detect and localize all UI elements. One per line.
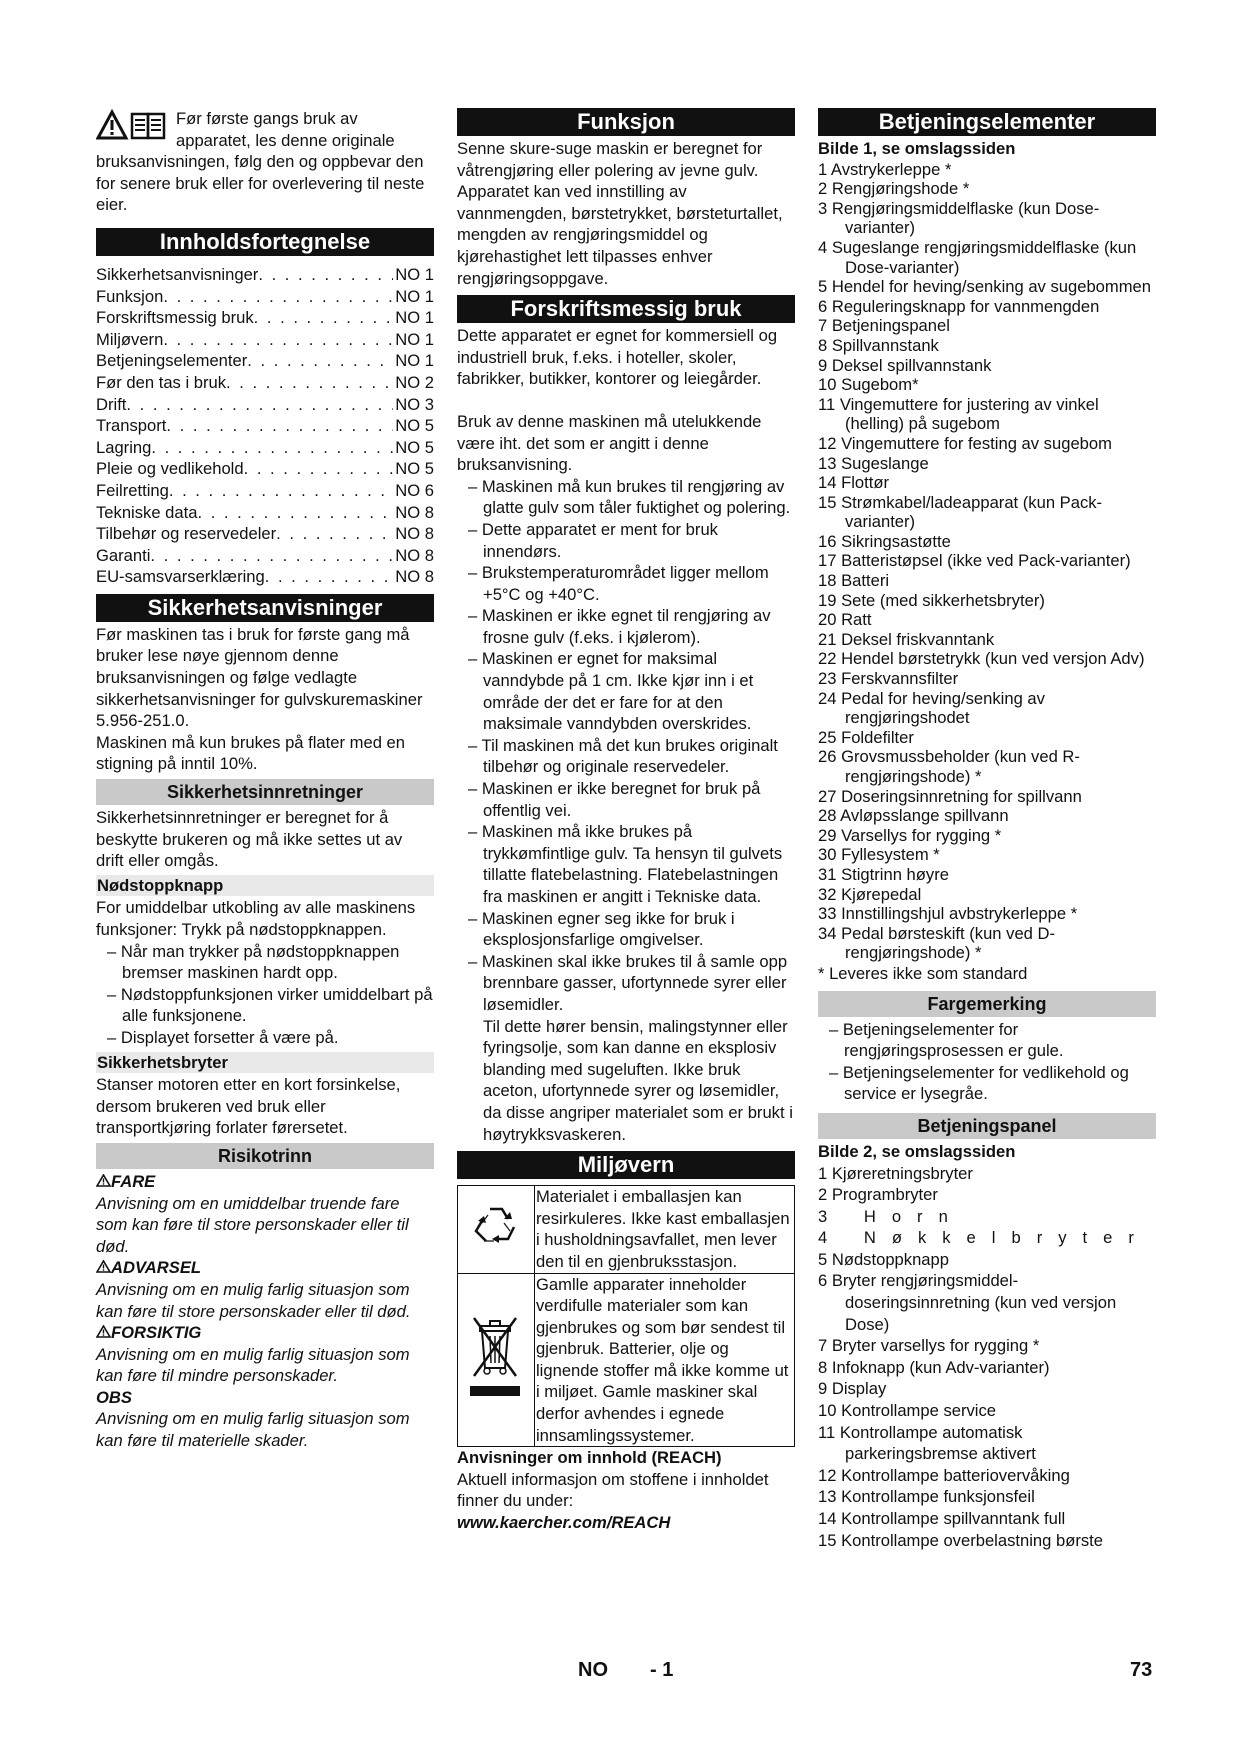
footer-page: - 1 bbox=[650, 1659, 674, 1681]
control-element-item: 14 Flottør bbox=[818, 473, 890, 493]
control-element-item: 28 Avløpsslange spillvann bbox=[818, 806, 1009, 826]
reach-paragraph: Aktuell informasjon om stoffene i innholdet finner du under: bbox=[457, 1469, 769, 1511]
toc-entry-page: NO 8 bbox=[395, 545, 434, 565]
risk-label-row bbox=[96, 1387, 434, 1409]
dash-marker: – bbox=[468, 563, 482, 583]
toc-leader-dots bbox=[197, 502, 393, 524]
toc-leader-dots bbox=[151, 437, 393, 459]
toc-leader-dots bbox=[166, 415, 393, 437]
emergency-stop-text: Displayet forsetter å være på. bbox=[120, 1027, 339, 1047]
panel-element-item: 13 Kontrollampe funksjonsfeil bbox=[818, 1487, 1035, 1507]
recycling-icon-cell bbox=[458, 1186, 535, 1273]
control-element-item: 19 Sete (med sikkerhetsbryter) bbox=[818, 590, 1045, 610]
warning-triangle-icon bbox=[96, 1258, 111, 1277]
controls-list bbox=[818, 160, 1156, 963]
dash-marker: – bbox=[468, 649, 482, 669]
intended-use-text: Maskinen er ikke egnet til rengjøring av frosne gulv (f.eks. i kjølerom). bbox=[481, 606, 771, 647]
control-element-item: 7 Betjeningspanel bbox=[818, 316, 950, 336]
panel-element-item: 7 Bryter varsellys for rygging * bbox=[818, 1336, 1040, 1356]
dash-marker: – bbox=[107, 941, 121, 961]
control-element-item: 33 Innstillingshjul avbstrykerleppe * bbox=[818, 904, 1078, 924]
intended-use-item bbox=[457, 735, 795, 778]
control-element-item: 6 Reguleringsknapp for vannmengden bbox=[818, 296, 1100, 316]
toc-entry-page: NO 1 bbox=[395, 351, 434, 371]
toc-entry-page: NO 1 bbox=[395, 308, 434, 328]
risk-label-row bbox=[96, 1322, 434, 1344]
emergency-stop-list bbox=[96, 941, 434, 1049]
toc-entry-page: NO 1 bbox=[395, 286, 434, 306]
control-element-item: 2 Rengjøringshode * bbox=[818, 179, 970, 199]
panel-element-item: 6 Bryter rengjøringsmiddel-doseringsinnretning (kun ved versjon Dose) bbox=[818, 1271, 1117, 1334]
panel-element-item: 1 Kjøreretningsbryter bbox=[818, 1163, 973, 1183]
toc-entry-page: NO 5 bbox=[395, 416, 434, 436]
intended-use-text: Maskinen må kun brukes til rengjøring av glatte gulv som tåler fuktighet og polering. bbox=[481, 476, 791, 518]
emergency-stop-text: Når man trykker på nødstoppknappen bremser maskinen hardt opp. bbox=[120, 941, 400, 983]
panel-element-item: 12 Kontrollampe batteriovervåking bbox=[818, 1465, 1070, 1485]
intended-use-list bbox=[457, 476, 795, 1016]
toc-row bbox=[96, 480, 434, 502]
warning-triangle-icon bbox=[96, 1172, 111, 1191]
toc-leader-dots bbox=[265, 566, 394, 588]
intro-text: Før første gangs bruk av apparatet, les denne originale bruksanvisningen, følg den og oppbevar den for senere bruk eller for overlevering til neste eier. bbox=[96, 109, 425, 215]
risk-label-row bbox=[96, 1171, 434, 1193]
risk-text: Anvisning om en mulig farlig situasjon som kan føre til mindre personskader. bbox=[96, 1344, 410, 1386]
toc-entry-title: Før den tas i bruk bbox=[96, 372, 227, 392]
intended-use-text: Maskinen egner seg ikke for bruk i eksplosjonsfarlige omgivelser. bbox=[481, 908, 735, 950]
control-element-item: 12 Vingemuttere for festing av sugebom bbox=[818, 433, 1112, 453]
risk-label: OBS bbox=[96, 1387, 132, 1407]
color-coding-heading: Fargemerking bbox=[818, 991, 1156, 1017]
warning-manual-icons bbox=[96, 108, 174, 146]
color-coding-item bbox=[818, 1062, 1156, 1105]
standard-note: * Leveres ikke som standard bbox=[818, 963, 1028, 983]
dash-marker: – bbox=[468, 476, 482, 496]
toc-entry-title: Betjeningselementer bbox=[96, 351, 248, 371]
color-coding-text: Betjeningselementer for rengjøringsprosessen er gule. bbox=[842, 1019, 1064, 1061]
control-element-item: 25 Foldefilter bbox=[818, 727, 914, 747]
toc-entry-title: Drift bbox=[96, 394, 127, 414]
risk-text: Anvisning om en umiddelbar truende fare som kan føre til store personskader eller til død. bbox=[96, 1193, 409, 1256]
environment-heading: Miljøvern bbox=[457, 1151, 795, 1179]
control-element-item: 27 Doseringsinnretning for spillvann bbox=[818, 786, 1082, 806]
intro-block bbox=[96, 108, 434, 216]
color-coding-item bbox=[818, 1019, 1156, 1062]
control-element-item: 26 Grovsmussbeholder (kun ved R-rengjøringshode) * bbox=[818, 747, 1080, 786]
emergency-stop-item bbox=[96, 941, 434, 984]
safety-switch-paragraph: Stanser motoren etter en kort forsinkelse, dersom brukeren ved bruk eller transportkjøring forlater førersetet. bbox=[96, 1075, 401, 1138]
intended-use-paragraph-1: Dette apparatet er egnet for kommersiell og industriell bruk, f.eks. i hoteller, skoler, fabrikker, butikker, kontorer og leiegårder. bbox=[457, 326, 778, 389]
control-panel-list bbox=[818, 1163, 1156, 1552]
dash-marker: – bbox=[468, 822, 482, 842]
intended-use-item bbox=[457, 648, 795, 734]
toc-entry-title: Garanti bbox=[96, 545, 151, 565]
toc-row bbox=[96, 545, 434, 567]
toc-row bbox=[96, 264, 434, 286]
warning-triangle-icon bbox=[96, 1323, 111, 1342]
reach-link[interactable]: www.kaercher.com/REACH bbox=[457, 1513, 671, 1533]
emergency-stop-item bbox=[96, 984, 434, 1027]
control-element-item: 4 Sugeslange rengjøringsmiddelflaske (kun Dose-varianter) bbox=[818, 237, 1137, 277]
dash-marker: – bbox=[829, 1019, 843, 1039]
toc-entry-page: NO 8 bbox=[395, 567, 434, 587]
toc-entry-title: Miljøvern bbox=[96, 329, 164, 349]
column-left bbox=[96, 108, 434, 1452]
toc-entry-title: EU-samsvarserklæring bbox=[96, 567, 265, 587]
toc-entry-title: Pleie og vedlikehold bbox=[96, 459, 244, 479]
panel-element-item: 9 Display bbox=[818, 1379, 887, 1399]
emergency-stop-heading: Nødstoppknapp bbox=[96, 875, 434, 897]
intended-use-item bbox=[457, 778, 795, 821]
panel-element-item: 15 Kontrollampe overbelastning børste bbox=[818, 1530, 1104, 1550]
risk-label: FARE bbox=[111, 1171, 156, 1191]
intended-use-item bbox=[457, 908, 795, 951]
intended-use-item bbox=[457, 476, 795, 519]
recycling-text: Materialet i emballasjen kan resirkuleres. Ikke kast emballasjen i husholdningsavfallet, men lever den til en gjenbruksstasjon. bbox=[535, 1186, 795, 1273]
dash-marker: – bbox=[468, 951, 482, 971]
control-element-item: 9 Deksel spillvannstank bbox=[818, 355, 992, 375]
color-coding-text: Betjeningselementer for vedlikehold og service er lysegråe. bbox=[842, 1062, 1129, 1104]
toc-entry-page: NO 8 bbox=[395, 524, 434, 544]
intended-use-note: Til dette hører bensin, malingstynner eller fyringsolje, som kan danne en eksplosiv blanding med sugeluften. Ikke bruk aceton, ufortynnede syrer og løsemidler, da disse angriper materialet som er brukt i høytrykksvaskeren. bbox=[483, 1016, 793, 1144]
toc-row bbox=[96, 372, 434, 394]
control-element-item: 5 Hendel for heving/senking av sugebommen bbox=[818, 277, 1152, 297]
toc-row bbox=[96, 458, 434, 480]
reach-heading: Anvisninger om innhold (REACH) bbox=[457, 1448, 722, 1468]
intended-use-item bbox=[457, 821, 795, 907]
control-element-item: 34 Pedal børsteskift (kun ved D-rengjøringshode) * bbox=[818, 923, 1056, 963]
control-element-item: 1 Avstrykerleppe * bbox=[818, 159, 952, 179]
dash-marker: – bbox=[468, 735, 482, 755]
toc-entry-page: NO 5 bbox=[395, 459, 434, 479]
control-element-item: 20 Ratt bbox=[818, 610, 872, 630]
toc-leader-dots bbox=[247, 350, 393, 372]
controls-heading: Betjeningselementer bbox=[818, 108, 1156, 136]
risk-label: ADVARSEL bbox=[111, 1258, 202, 1278]
toc-row bbox=[96, 437, 434, 459]
toc-heading: Innholdsfortegnelse bbox=[96, 228, 434, 256]
control-element-item: 3 Rengjøringsmiddelflaske (kun Dose-varianter) bbox=[818, 198, 1100, 238]
control-element-item: 32 Kjørepedal bbox=[818, 884, 922, 904]
panel-element-item: 10 Kontrollampe service bbox=[818, 1401, 997, 1421]
safety-switch-heading: Sikkerhetsbryter bbox=[96, 1052, 434, 1074]
control-element-item: 29 Varsellys for rygging * bbox=[818, 825, 1002, 845]
safety-devices-paragraph: Sikkerhetsinnretninger er beregnet for å beskytte brukeren og må ikke settes ut av drift eller omgås. bbox=[96, 808, 403, 871]
toc-leader-dots bbox=[163, 286, 393, 308]
column-middle bbox=[457, 108, 795, 1534]
footer-page-number: 73 bbox=[1130, 1659, 1153, 1681]
dash-marker: – bbox=[468, 779, 482, 799]
panel-element-item: 14 Kontrollampe spillvanntank full bbox=[818, 1509, 1066, 1528]
toc-entry-page: NO 5 bbox=[395, 437, 434, 457]
intended-use-text: Dette apparatet er ment for bruk innendørs. bbox=[481, 519, 718, 561]
color-coding-list bbox=[818, 1019, 1156, 1105]
control-element-item: 16 Sikringsastøtte bbox=[818, 531, 951, 551]
panel-element-item: 8 Infoknapp (kun Adv-varianter) bbox=[818, 1357, 1050, 1377]
toc-entry-title: Tekniske data bbox=[96, 502, 198, 522]
risk-levels-list bbox=[96, 1171, 434, 1452]
panel-element-item: 4 Nøkkelbryter bbox=[818, 1228, 1150, 1248]
intended-use-item bbox=[457, 951, 795, 1016]
panel-element-item: 3 Horn bbox=[818, 1206, 964, 1226]
control-element-item: 18 Batteri bbox=[818, 571, 890, 591]
control-element-item: 23 Ferskvannsfilter bbox=[818, 669, 959, 689]
weee-icon-cell bbox=[458, 1273, 535, 1447]
environment-table bbox=[457, 1185, 795, 1447]
toc-row bbox=[96, 307, 434, 329]
toc-row bbox=[96, 566, 434, 588]
dash-marker: – bbox=[468, 519, 482, 539]
dash-marker: – bbox=[107, 1027, 121, 1047]
figure-1-caption: Bilde 1, se omslagssiden bbox=[818, 139, 1016, 158]
risk-text: Anvisning om en mulig farlig situasjon som kan føre til materielle skader. bbox=[96, 1409, 410, 1451]
table-of-contents bbox=[96, 264, 434, 588]
toc-entry-page: NO 2 bbox=[395, 372, 434, 392]
intended-use-text: Maskinen må ikke brukes på trykkømfintlige gulv. Ta hensyn til gulvets tillatte flatebelastning. Flatebelastningen fra maskinen er angitt i Tekniske data. bbox=[481, 822, 783, 906]
control-element-item: 21 Deksel friskvanntank bbox=[818, 629, 995, 649]
intended-use-paragraph-2: Bruk av denne maskinen må utelukkende være iht. det som er angitt i denne bruksanvisning. bbox=[457, 411, 762, 475]
toc-row bbox=[96, 394, 434, 416]
safety-heading: Sikkerhetsanvisninger bbox=[96, 594, 434, 622]
control-element-item: 15 Strømkabel/ladeapparat (kun Pack-varianter) bbox=[818, 492, 1103, 532]
intended-use-text: Maskinen skal ikke brukes til å samle opp brennbare gasser, ufortynnede syrer eller løsemidler. bbox=[481, 951, 788, 1014]
footer-language: NO bbox=[578, 1659, 608, 1681]
dash-marker: – bbox=[107, 984, 121, 1004]
toc-entry-title: Lagring bbox=[96, 437, 152, 457]
toc-row bbox=[96, 350, 434, 372]
warning-triangle-icon bbox=[96, 108, 174, 146]
toc-entry-title: Forskriftsmessig bruk bbox=[96, 308, 254, 328]
toc-entry-page: NO 1 bbox=[395, 329, 434, 349]
control-element-item: 11 Vingemuttere for justering av vinkel (helling) på sugebom bbox=[818, 394, 1099, 434]
toc-entry-title: Funksjon bbox=[96, 286, 164, 306]
figure-2-caption: Bilde 2, se omslagssiden bbox=[818, 1141, 1016, 1161]
panel-element-item: 11 Kontrollampe automatisk parkeringsbremse aktivert bbox=[818, 1422, 1036, 1464]
panel-element-item: 2 Programbryter bbox=[818, 1185, 938, 1205]
control-element-item: 13 Sugeslange bbox=[818, 453, 929, 473]
risk-label-row bbox=[96, 1257, 434, 1279]
toc-leader-dots bbox=[244, 458, 394, 480]
column-right bbox=[818, 108, 1156, 1551]
toc-leader-dots bbox=[169, 480, 393, 502]
dash-marker: – bbox=[468, 606, 482, 626]
dash-marker: – bbox=[829, 1062, 843, 1082]
intended-use-text: Maskinen er ikke beregnet for bruk på offentlig vei. bbox=[481, 779, 761, 820]
toc-leader-dots bbox=[258, 264, 393, 286]
recycling-icon bbox=[468, 1201, 524, 1253]
risk-levels-heading: Risikotrinn bbox=[96, 1143, 434, 1169]
control-element-item: 22 Hendel børstetrykk (kun ved versjon Adv) bbox=[818, 649, 1145, 669]
control-panel-heading: Betjeningspanel bbox=[818, 1113, 1156, 1139]
weee-text: Gamlle apparater inneholder verdifulle materialer som kan gjenbrukes og som bør sendest til gjenbruk. Batterier, olje og lignende stoffer må ikke komme ut i miljøet. Gamle maskiner skal derfor avhendes i egnede innsamlingssystemer. bbox=[535, 1273, 795, 1447]
toc-row bbox=[96, 523, 434, 545]
toc-leader-dots bbox=[163, 329, 393, 351]
intended-use-item bbox=[457, 605, 795, 648]
intended-use-item bbox=[457, 562, 795, 605]
crossed-bin-icon bbox=[466, 1312, 526, 1402]
intended-use-text: Brukstemperaturområdet ligger mellom +5°C og +40°C. bbox=[481, 563, 769, 604]
control-element-item: 30 Fyllesystem * bbox=[818, 845, 940, 865]
risk-text: Anvisning om en mulig farlig situasjon som kan føre til store personskader eller til død. bbox=[96, 1279, 411, 1321]
toc-entry-title: Transport bbox=[96, 416, 167, 436]
intended-use-item bbox=[457, 519, 795, 562]
control-element-item: 8 Spillvannstank bbox=[818, 335, 939, 355]
intended-use-text: Maskinen er egnet for maksimal vanndybde på 1 cm. Ikke kjør inn i et område der det er fare for at den maksimale vanndybden overskrides. bbox=[481, 649, 754, 734]
manual-book-icon bbox=[132, 114, 164, 138]
safety-paragraph-1: Før maskinen tas i bruk for første gang må bruker lese nøye gjennom denne bruksanvisningen og følge vedlagte sikkerhetsanvisninger for gulvskuremaskiner 5.956-251.0. bbox=[96, 624, 423, 731]
emergency-stop-item bbox=[96, 1027, 434, 1049]
function-paragraph: Senne skure-suge maskin er beregnet for våtrengjøring eller polering av jevne gulv. Apparatet kan ved innstilling av vannmengden, børstetrykket, børsteturtallet, mengden av rengjøringsmiddel og kjørehastighet lett tilpasses enhver rengjøringsoppgave. bbox=[457, 139, 783, 288]
toc-entry-page: NO 8 bbox=[395, 502, 434, 522]
toc-row bbox=[96, 415, 434, 437]
toc-leader-dots bbox=[276, 523, 393, 545]
toc-entry-title: Feilretting bbox=[96, 480, 169, 500]
toc-entry-page: NO 1 bbox=[395, 264, 434, 284]
toc-leader-dots bbox=[150, 545, 393, 567]
emergency-stop-text: Nødstoppfunksjonen virker umiddelbart på alle funksjonene. bbox=[120, 984, 433, 1026]
toc-row bbox=[96, 502, 434, 524]
control-element-item: 24 Pedal for heving/senking av rengjøringshodet bbox=[818, 688, 1045, 728]
toc-row bbox=[96, 329, 434, 351]
toc-row bbox=[96, 286, 434, 308]
toc-leader-dots bbox=[254, 307, 394, 329]
safety-paragraph-2: Maskinen må kun brukes på flater med en stigning på inntil 10%. bbox=[96, 732, 405, 774]
function-heading: Funksjon bbox=[457, 108, 795, 136]
toc-entry-page: NO 3 bbox=[395, 394, 434, 414]
toc-entry-title: Tilbehør og reservedeler bbox=[96, 524, 277, 544]
control-element-item: 17 Batteristøpsel (ikke ved Pack-varianter) bbox=[818, 551, 1131, 571]
risk-label: FORSIKTIG bbox=[111, 1323, 202, 1343]
table-row bbox=[458, 1186, 795, 1273]
control-element-item: 10 Sugebom* bbox=[818, 375, 919, 395]
intended-use-heading: Forskriftsmessig bruk bbox=[457, 295, 795, 323]
toc-entry-title: Sikkerhetsanvisninger bbox=[96, 264, 259, 284]
toc-leader-dots bbox=[226, 372, 393, 394]
dash-marker: – bbox=[468, 908, 482, 928]
safety-devices-heading: Sikkerhetsinnretninger bbox=[96, 779, 434, 805]
toc-entry-page: NO 6 bbox=[395, 480, 434, 500]
toc-leader-dots bbox=[126, 394, 393, 416]
emergency-stop-paragraph: For umiddelbar utkobling av alle maskinens funksjoner: Trykk på nødstoppknappen. bbox=[96, 898, 416, 939]
table-row bbox=[458, 1273, 795, 1447]
panel-element-item: 5 Nødstoppknapp bbox=[818, 1249, 949, 1269]
control-element-item: 31 Stigtrinn høyre bbox=[818, 864, 949, 884]
intended-use-text: Til maskinen må det kun brukes originalt tilbehør og originale reservedeler. bbox=[481, 735, 778, 777]
